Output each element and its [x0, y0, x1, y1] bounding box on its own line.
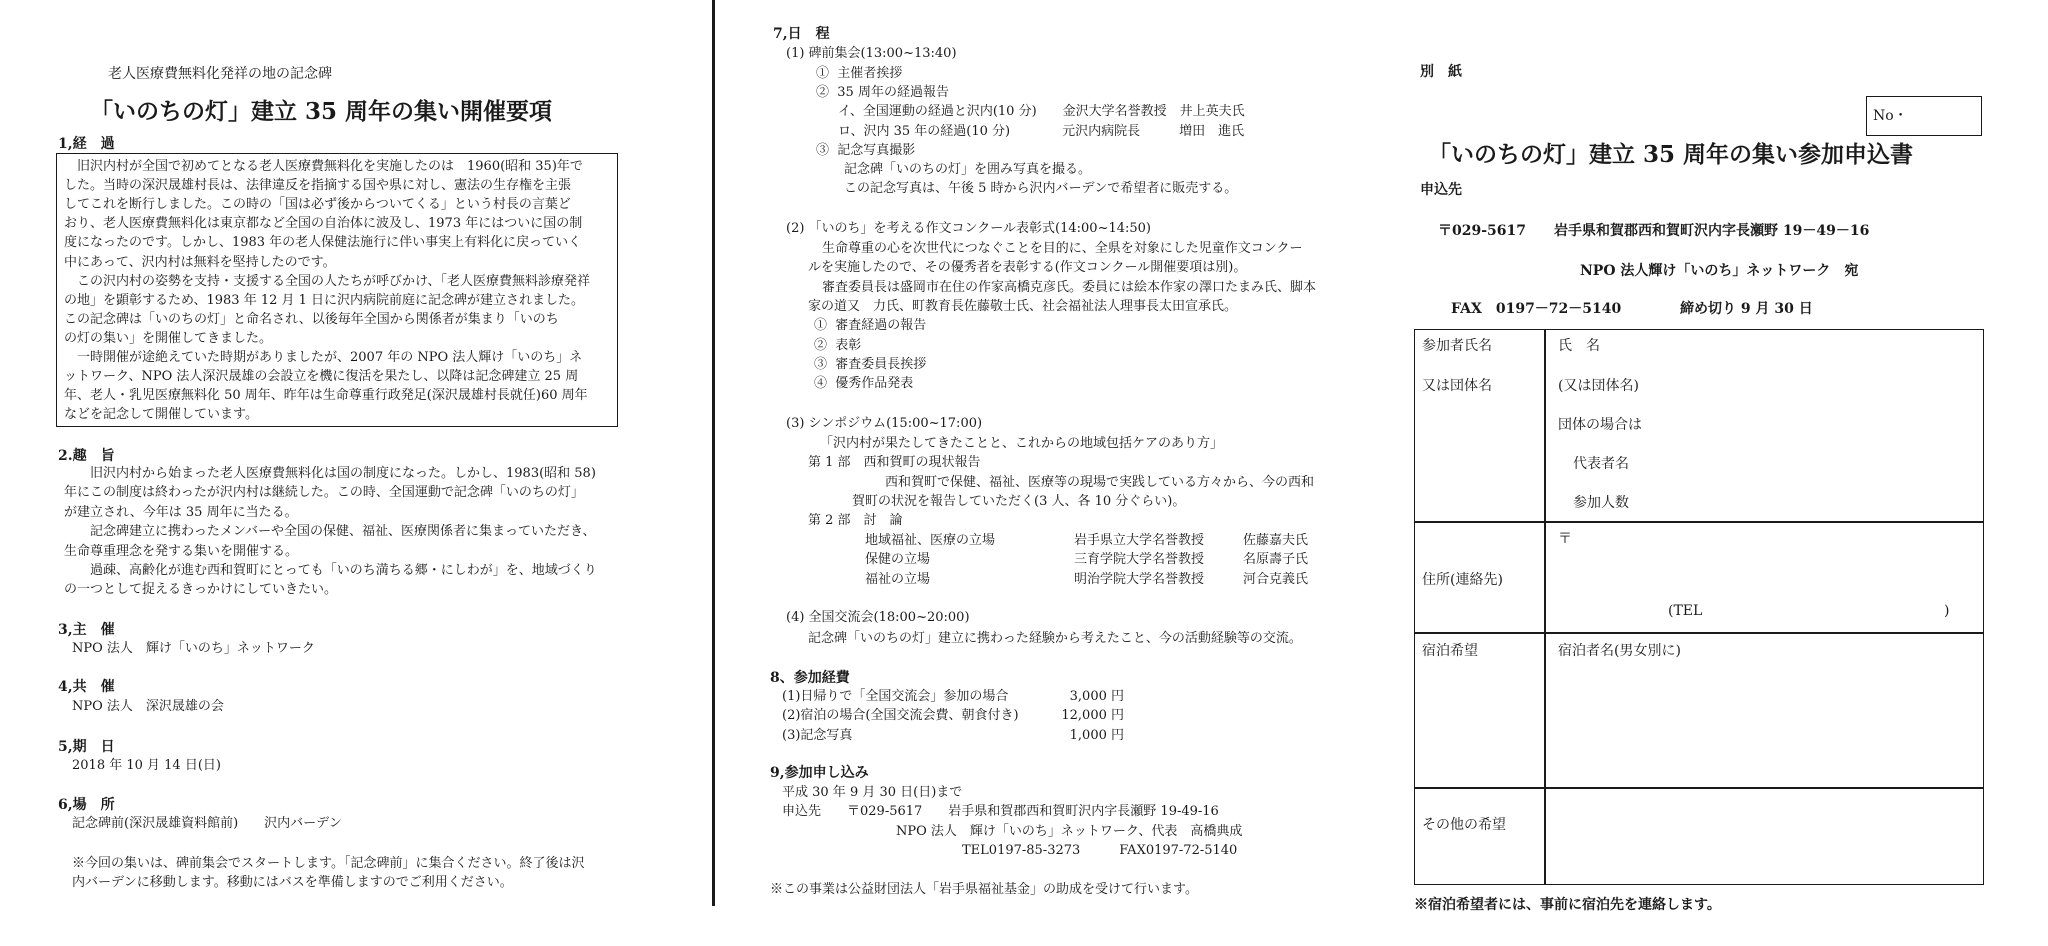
background-box — [56, 153, 618, 427]
text-line: 第 2 部 討 論 — [808, 513, 903, 529]
text-line: の一つとして捉えるきっかけにしていきたい。 — [64, 582, 338, 598]
panel-role: 地域福祉、医療の立場 — [865, 533, 996, 548]
program-4-title: (4) 全国交流会(18:00~20:00) — [786, 610, 970, 625]
memorial-subtitle: 老人医療費無料化発祥の地の記念碑 — [108, 66, 332, 82]
page-title: 「いのちの灯」建立 35 周年の集い開催要項 — [90, 98, 553, 125]
address-label: 住所(連絡先) — [1422, 572, 1503, 588]
program-4-detail: 記念碑「いのちの灯」建立に携わった経験から考えたこと、今の活動経験等の交流。 — [808, 631, 1302, 646]
text-line: 「沢内村が果たしてきたことと、これからの地域包括ケアのあり方」 — [820, 436, 1224, 451]
fee-label: (3)記念写真 — [782, 727, 853, 743]
other-requests-field[interactable] — [1548, 790, 1980, 882]
text-line: ② 表彰 — [814, 337, 862, 353]
text-line: 申込先 〒029-5617 岩手県和賀郡西和賀町沢内字長瀬野 19-49-16 — [782, 804, 1219, 820]
submit-address: 〒029-5617 岩手県和賀郡西和賀町沢内字長瀬野 19－49－16 — [1438, 223, 1870, 239]
text-line: などを記念して開催しています。 — [64, 407, 258, 423]
section-5-heading: 5,期 日 — [58, 739, 115, 755]
organizer-text: NPO 法人 輝け「いのち」ネットワーク — [72, 641, 315, 656]
form-row-divider — [1414, 521, 1984, 523]
text-line: 家の道又 力氏、町教育長佐藤敬士氏、社会福祉法人理事長太田宣承氏。 — [808, 298, 1238, 314]
text-line: 賀町の状況を報告していただく(3 人、各 10 分ぐらい)。 — [852, 493, 1186, 509]
section-4-heading: 4,共 催 — [58, 679, 115, 695]
text-line: 旧沢内村から始まった老人医療費無料化は国の制度になった。しかし、1983(昭和 58) — [64, 466, 596, 481]
other-requests-label: その他の希望 — [1422, 817, 1506, 833]
text-line: この沢内村の姿勢を支持・支援する全国の人たちが呼びかけ、「老人医療費無料診療発祥 — [64, 273, 590, 289]
fee-amount: 1,000 円 — [1069, 727, 1124, 743]
form-title: 「いのちの灯」建立 35 周年の集い参加申込書 — [1428, 141, 1914, 168]
fee-label: (1)日帰りで「全国交流会」参加の場合 — [782, 689, 1009, 704]
text-line: 審査委員長は盛岡市在住の作家高橋克彦氏。委員には絵本作家の澤口たまみ氏、脚本 — [822, 279, 1317, 295]
text-line: ② 35 周年の経過報告 — [816, 85, 949, 101]
fee-amount: 12,000 円 — [1061, 708, 1124, 724]
representative-field[interactable]: 代表者名 — [1573, 456, 1629, 472]
panel-name: 名原壽子氏 — [1243, 552, 1309, 568]
text-line: 記念碑建立に携わったメンバーや全国の保健、福祉、医療関係者に集まっていただき、 — [64, 524, 596, 540]
text-line: TEL0197-85-3273 FAX0197-72-5140 — [962, 842, 1238, 858]
section-3-heading: 3,主 催 — [58, 622, 115, 638]
number-label: No・ — [1873, 108, 1908, 124]
section-2-heading: 2.趣 旨 — [58, 448, 115, 464]
text-line: ③ 記念写真撮影 — [816, 142, 916, 158]
section-1-heading: 1,経 過 — [58, 136, 115, 152]
fee-amount: 3,000 円 — [1069, 689, 1124, 704]
panel-role: 福祉の立場 — [865, 571, 931, 587]
text-line: ③ 審査委員長挨拶 — [814, 356, 927, 372]
section-9-heading: 9,参加申し込み — [770, 765, 869, 781]
text-line: ルを実施したので、その優秀者を表彰する(作文コンクール開催要項は別)。 — [808, 260, 1247, 276]
submit-organization: NPO 法人輝け「いのち」ネットワーク 宛 — [1580, 263, 1859, 279]
tel-field[interactable]: (TEL — [1668, 603, 1703, 619]
section-7-heading: 7,日 程 — [773, 26, 830, 42]
text-line: の灯の集い」を開催してきました。 — [64, 330, 273, 346]
group-name-field[interactable]: (又は団体名) — [1558, 378, 1639, 394]
co-organizer-text: NPO 法人 深沢晟雄の会 — [72, 699, 224, 714]
panel-name: 河合克義氏 — [1243, 571, 1309, 587]
text-line: が建立され、今年は 35 周年に当たる。 — [64, 504, 298, 520]
text-line: ① 主催者挨拶 — [816, 66, 903, 81]
participant-label: 参加者氏名 — [1422, 338, 1492, 354]
text-line: おり、老人医療費無料化は東京都など全国の自治体に波及し、1973 年にはついに国の制 — [64, 216, 583, 232]
text-line: 旧沢内村が全国で初めてとなる老人医療費無料化を実施したのは 1960(昭和 35)年で — [64, 159, 583, 174]
text-line: 年にこの制度は終わったが沢内村は継続した。この時、全国運動で記念碑「いのちの灯」 — [64, 485, 584, 501]
grant-footnote: ※この事業は公益財団法人「岩手県福祉基金」の助成を受けて行います。 — [770, 882, 1198, 897]
text-line: した。当時の深沢晟雄村長は、法律違反を指摘する国や県に対し、憲法の生存権を主張 — [64, 178, 572, 194]
text-line: ロ、沢内 35 年の経過(10 分) 元沢内病院長 増田 進氏 — [838, 123, 1245, 139]
text-line: 記念碑「いのちの灯」を囲み写真を撮る。 — [844, 162, 1092, 177]
submit-to-label: 申込先 — [1420, 182, 1462, 198]
text-line: 一時開催が途絶えていた時期がありましたが、2007 年の NPO 法人輝け「いのち」ネ — [64, 350, 583, 365]
text-line: してこれを断行しました。この時の「国は必ず後からついてくる」という村長の言葉ど — [64, 197, 571, 213]
name-field[interactable]: 氏 名 — [1558, 338, 1600, 354]
program-1-title: (1) 碑前集会(13:00~13:40) — [786, 46, 957, 61]
panel-affiliation: 三育学院大学名誉教授 — [1074, 552, 1205, 568]
lodging-label: 宿泊希望 — [1422, 643, 1478, 659]
page-divider — [712, 0, 715, 906]
form-row-divider — [1414, 787, 1984, 789]
text-line: 年、老人・乳児医療無料化 50 周年、昨年は生命尊重行政発足(深沢晟雄村長就任)60 周年 — [64, 388, 588, 404]
deadline: 締め切り 9 月 30 日 — [1680, 301, 1813, 317]
headcount-field[interactable]: 参加人数 — [1573, 495, 1629, 511]
text-line: の地」を顕彰するため、1983 年 12 月 1 日に沢内病院前庭に記念碑が建立されました。 — [64, 292, 585, 308]
text-line: 内バーデンに移動します。移動にはバスを準備しますのでご利用ください。 — [72, 875, 513, 890]
text-line: 生命尊重理念を発する集いを開催する。 — [64, 543, 299, 559]
text-line: 過疎、高齢化が進む西和賀町にとっても「いのち満ちる郷・にしわが」を、地域づくり — [64, 563, 597, 578]
panel-role: 保健の立場 — [865, 552, 931, 568]
postal-mark[interactable]: 〒 — [1558, 531, 1572, 547]
text-line: この記念碑は「いのちの灯」と命名され、以後毎年全国から関係者が集まり「いのち — [64, 311, 559, 327]
text-line: 中にあって、沢内村は無料を堅持したのです。 — [64, 254, 336, 270]
text-line: ※今回の集いは、碑前集会でスタートします。「記念碑前」に集合ください。終了後は沢 — [72, 856, 585, 871]
text-line: イ、全国運動の経過と沢内(10 分) 金沢大学名誉教授 井上英夫氏 — [838, 104, 1245, 120]
text-line: ④ 優秀作品発表 — [814, 376, 914, 392]
text-line: 西和賀町で保健、福祉、医療等の現場で実践している方々から、今の西和 — [885, 474, 1315, 490]
program-3-title: (3) シンポジウム(15:00~17:00) — [786, 416, 983, 431]
panel-name: 佐藤嘉夫氏 — [1243, 533, 1309, 548]
text-line: 生命尊重の心を次世代につなぐことを目的に、全県を対象にした児童作文コンクー — [822, 241, 1303, 256]
tel-field-close: ) — [1944, 603, 1950, 619]
section-6-heading: 6,場 所 — [58, 797, 115, 813]
participant-label-2: 又は団体名 — [1422, 378, 1492, 394]
panel-affiliation: 明治学院大学名誉教授 — [1074, 571, 1205, 587]
lodging-field[interactable]: 宿泊者名(男女別に) — [1558, 643, 1681, 659]
group-case-label: 団体の場合は — [1558, 417, 1642, 433]
section-8-heading: 8、参加経費 — [770, 670, 850, 686]
venue-text: 記念碑前(深沢晟雄資料館前) 沢内バーデン — [72, 816, 342, 831]
lodging-footnote: ※宿泊希望者には、事前に宿泊先を連絡します。 — [1414, 897, 1721, 913]
text-line: ① 審査経過の報告 — [814, 318, 927, 334]
attachment-label: 別 紙 — [1420, 64, 1462, 80]
text-line: ットワーク、NPO 法人深沢晟雄の会設立を機に復活を果たし、以降は記念碑建立 25 周 — [64, 369, 579, 385]
program-2-title: (2) 「いのち」を考える作文コンクール表彰式(14:00~14:50) — [786, 221, 1151, 236]
fax-number: FAX 0197－72－5140 — [1451, 301, 1622, 317]
text-line: 平成 30 年 9 月 30 日(日)まで — [782, 785, 963, 800]
text-line: 第 1 部 西和賀町の現状報告 — [808, 455, 981, 471]
text-line: NPO 法人 輝け「いのち」ネットワーク、代表 高橋典成 — [896, 823, 1243, 839]
fee-label: (2)宿泊の場合(全国交流会費、朝食付き) — [782, 708, 1019, 724]
text-line: 度になったのです。しかし、1983 年の老人保健法施行に伴い事実上有料化に戻っていく — [64, 235, 582, 251]
date-text: 2018 年 10 月 14 日(日) — [72, 758, 221, 773]
text-line: この記念写真は、午後 5 時から沢内バーデンで希望者に販売する。 — [844, 181, 1238, 197]
panel-affiliation: 岩手県立大学名誉教授 — [1074, 533, 1205, 548]
form-row-divider — [1414, 632, 1984, 634]
form-column-divider — [1544, 329, 1546, 884]
